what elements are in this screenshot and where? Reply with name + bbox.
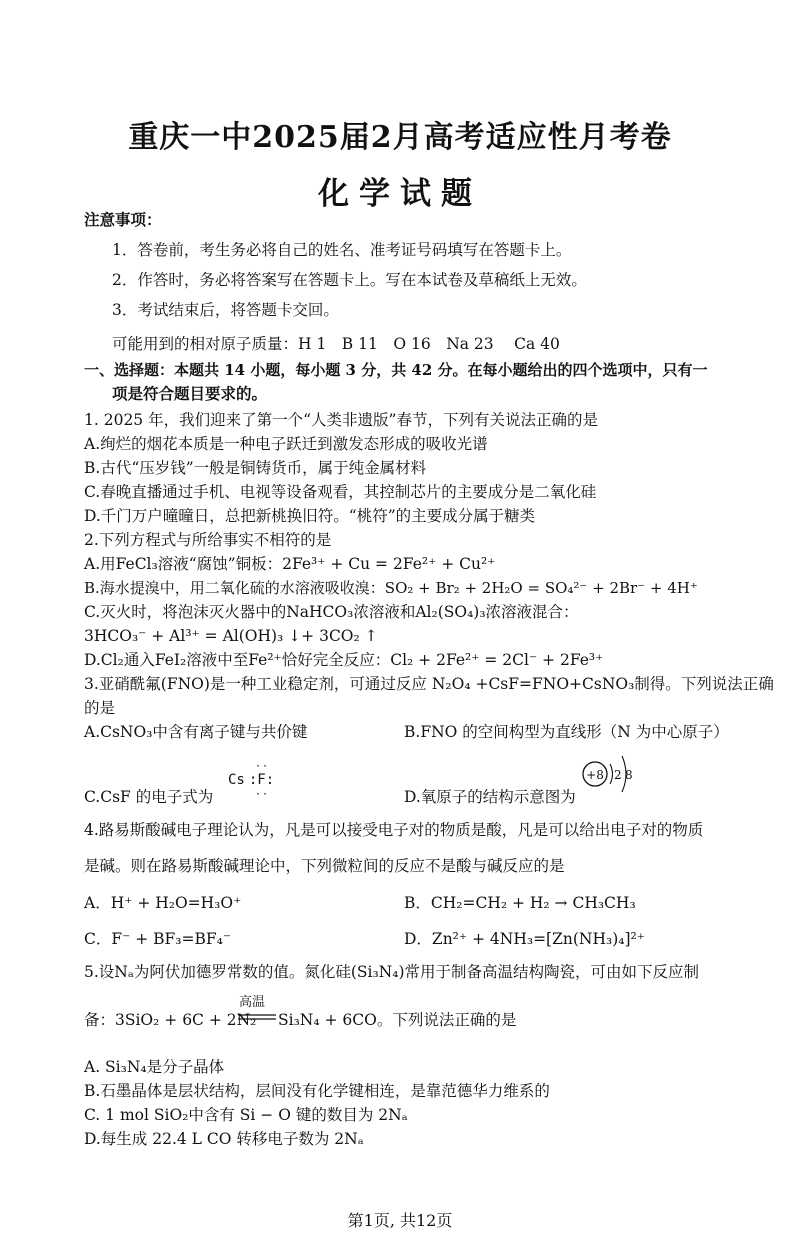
atom-shell1-label: 2 (614, 768, 622, 782)
q3-stem-line2: 的是 (84, 699, 116, 717)
page-number: 第1页, 共12页 (347, 1211, 453, 1230)
q1-option-d: D.千门万户曈曈日，总把新桃换旧符。“桃符”的主要成分属于糖类 (84, 507, 536, 525)
q3-option-c: C.CsF 的电子式为 (84, 788, 214, 806)
section-heading-line2: 项是符合题目要求的。 (112, 384, 268, 403)
q1-option-c: C.春晚直播通过手机、电视等设备观看，其控制芯片的主要成分是二氧化硅 (84, 483, 597, 501)
atom-shell2-label: 8 (625, 768, 633, 782)
q5-option-c: C. 1 mol SiO₂中含有 Si − O 键的数目为 2Nₐ (84, 1106, 408, 1124)
q2-stem: 2.下列方程式与所给事实不相符的是 (84, 531, 332, 549)
q4-stem-line2: 是碱。则在路易斯酸碱理论中，下列微粒间的反应不是酸与碱反应的是 (84, 857, 565, 875)
q2-option-a: A.用FeCl₃溶液“腐蚀”铜板：2Fe³⁺ + Cu = 2Fe²⁺ + Cu²⁺ (84, 555, 496, 573)
q5-stem-line2-pre: 备：3SiO₂ + 6C + 2N₂ (84, 1011, 257, 1029)
q3-stem-line1: 3.亚硝酰氟(FNO)是一种工业稳定剂，可通过反应 N₂O₄ +CsF=FNO+CsNO₃制得。下列说法正确 (84, 675, 774, 693)
q5-stem-line2-post: Si₃N₄ + 6CO。下列说法正确的是 (278, 1011, 517, 1029)
q5-stem-line1: 5.设Nₐ为阿伏加德罗常数的值。氮化硅(Si₃N₄)常用于制备高温结构陶瓷，可由如下反应制 (84, 963, 699, 981)
q2-option-c-line2: 3HCO₃⁻ + Al³⁺ = Al(OH)₃ ↓+ 3CO₂ ↑ (84, 627, 378, 645)
q4-option-d: D．Zn²⁺ + 4NH₃=[Zn(NH₃)₄]²⁺ (404, 930, 645, 948)
atom-nucleus-label: +8 (586, 768, 604, 782)
subject-title: 化学试题 (318, 176, 482, 212)
q4-option-c: C．F⁻ + BF₃=BF₄⁻ (84, 930, 232, 948)
notice-item-2: 2．作答时，务必将答案写在答题卡上。写在本试卷及草稿纸上无效。 (112, 271, 587, 289)
q2-option-b: B.海水提溴中，用二氧化硫的水溶液吸收溴：SO₂ + Br₂ + 2H₂O = SO₄²⁻ + 2Br⁻ + 4H⁺ (84, 579, 698, 597)
reaction-condition: 高温 (239, 995, 266, 1010)
oxygen-atom-diagram (580, 748, 640, 804)
q3-option-b: B.FNO 的空间构型为直线形（N 为中心原子） (404, 723, 729, 741)
notice-item-3: 3．考试结束后，将答题卡交回。 (112, 301, 339, 319)
csf-electron-formula (228, 761, 275, 800)
q1-stem: 1. 2025 年，我们迎来了第一个“人类非遗版”春节，下列有关说法正确的是 (84, 411, 598, 429)
q5-option-a: A. Si₃N₄是分子晶体 (84, 1058, 225, 1076)
q4-option-a: A．H⁺ + H₂O=H₃O⁺ (84, 894, 242, 912)
q3-option-a: A.CsNO₃中含有离子键与共价键 (84, 723, 308, 741)
lewis-bottom-dots: ·· (255, 789, 270, 800)
reaction-equals-sign (238, 1013, 276, 1021)
exam-title: 重庆一中2025届2月高考适应性月考卷 (128, 120, 672, 155)
notice-heading: 注意事项： (84, 210, 162, 229)
notice-item-1: 1．答卷前，考生务必将自己的姓名、准考证号码填写在答题卡上。 (112, 241, 572, 259)
q4-stem-line1: 4.路易斯酸碱电子理论认为，凡是可以接受电子对的物质是酸，凡是可以给出电子对的物质 (84, 821, 704, 839)
section-heading-line1: 一、选择题：本题共 14 小题，每小题 3 分，共 42 分。在每小题给出的四个选项中，只有一 (84, 361, 708, 379)
q1-option-b: B.古代“压岁钱”一般是铜铸货币，属于纯金属材料 (84, 459, 427, 477)
q1-option-a: A.绚烂的烟花本质是一种电子跃迁到激发态形成的吸收光谱 (84, 435, 488, 453)
q4-option-b: B．CH₂=CH₂ + H₂ → CH₃CH₃ (404, 894, 636, 912)
atomic-mass-line: 可能用到的相对原子质量：H 1 B 11 O 16 Na 23 Ca 40 (112, 335, 560, 353)
lewis-top-dots: ·· (255, 761, 270, 772)
q2-option-c-line1: C.灭火时，将泡沫灭火器中的NaHCO₃浓溶液和Al₂(SO₄)₃浓溶液混合： (84, 603, 579, 621)
q2-option-d: D.Cl₂通入FeI₂溶液中至Fe²⁺恰好完全反应：Cl₂ + 2Fe²⁺ = 2Cl⁻ + 2Fe³⁺ (84, 651, 604, 669)
lewis-f: :F: (248, 772, 275, 788)
q5-option-b: B.石墨晶体是层状结构，层间没有化学键相连，是靠范德华力维系的 (84, 1082, 550, 1100)
q3-option-d: D.氧原子的结构示意图为 (404, 788, 576, 806)
lewis-cs: Cs (228, 772, 245, 788)
q5-option-d: D.每生成 22.4 L CO 转移电子数为 2Nₐ (84, 1130, 364, 1148)
